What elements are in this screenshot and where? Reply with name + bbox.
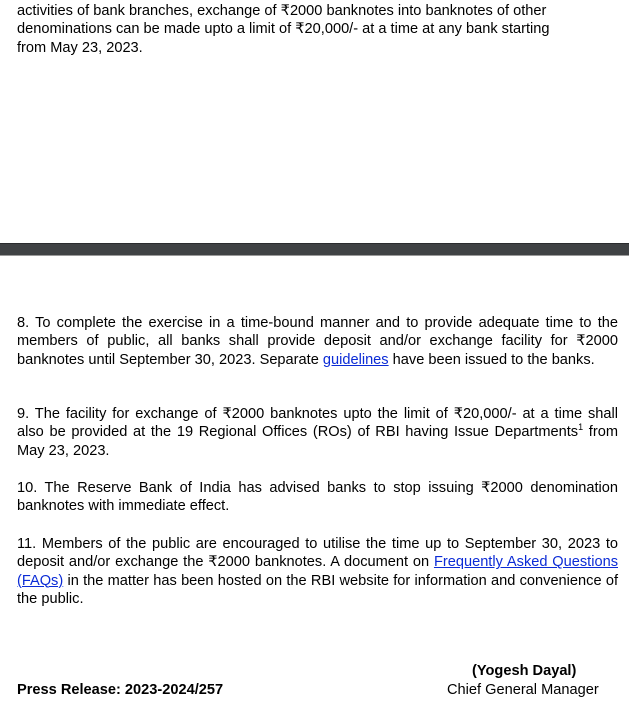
paragraph-8 bbox=[17, 314, 618, 369]
footnote-marker: 1 bbox=[578, 422, 584, 433]
signatory-name: (Yogesh Dayal) bbox=[472, 663, 577, 679]
continuation-paragraph bbox=[17, 2, 618, 57]
page-top bbox=[0, 0, 629, 243]
paragraph-10-text: 10. The Reserve Bank of India has advised banks to stop issuing ₹2000 denomination banknotes with immediate effect. bbox=[17, 480, 618, 515]
continuation-line-1: activities of bank branches, exchange of ₹2000 banknotes into banknotes of other bbox=[17, 3, 547, 19]
paragraph-8-text-b: have been issued to the banks. bbox=[388, 351, 595, 368]
continuation-line-2: denominations can be made upto a limit of ₹20,000/- at a time at any bank starting bbox=[17, 21, 550, 38]
page-break-divider bbox=[0, 243, 629, 256]
paragraph-11 bbox=[17, 535, 618, 608]
press-release-number: Press Release: 2023-2024/257 bbox=[17, 682, 224, 698]
paragraph-8-text-a: 8. To complete the exercise in a time-bound manner and to provide adequate time to the members of public, all banks shall provide deposit and/or exchange facility for ₹2000 banknotes until September 30, 2023. Separate bbox=[17, 315, 618, 368]
paragraph-9-text-a: 9. The facility for exchange of ₹2000 banknotes upto the limit of ₹20,000/- at a time shall also be provided at the 19 Regional Offices (ROs) of RBI having Issue Departments bbox=[17, 406, 618, 441]
guidelines-link[interactable]: guidelines bbox=[322, 351, 389, 368]
paragraph-10 bbox=[17, 479, 618, 516]
paragraph-9-text-b: from May 23, 2023. bbox=[17, 424, 618, 459]
continuation-line-3: from May 23, 2023. bbox=[17, 39, 143, 56]
signatory-title: Chief General Manager bbox=[447, 682, 599, 698]
paragraph-9 bbox=[17, 405, 618, 460]
paragraph-11-text-b: in the matter has been hosted on the RBI website for information and convenience of the public. bbox=[17, 572, 618, 607]
faqs-link[interactable]: Frequently Asked Questions (FAQs) bbox=[17, 554, 618, 589]
paragraph-11-text-a: 11. Members of the public are encouraged to utilise the time up to September 30, 2023 to deposit and/or exchange the ₹2000 banknotes. A document on bbox=[17, 536, 618, 571]
